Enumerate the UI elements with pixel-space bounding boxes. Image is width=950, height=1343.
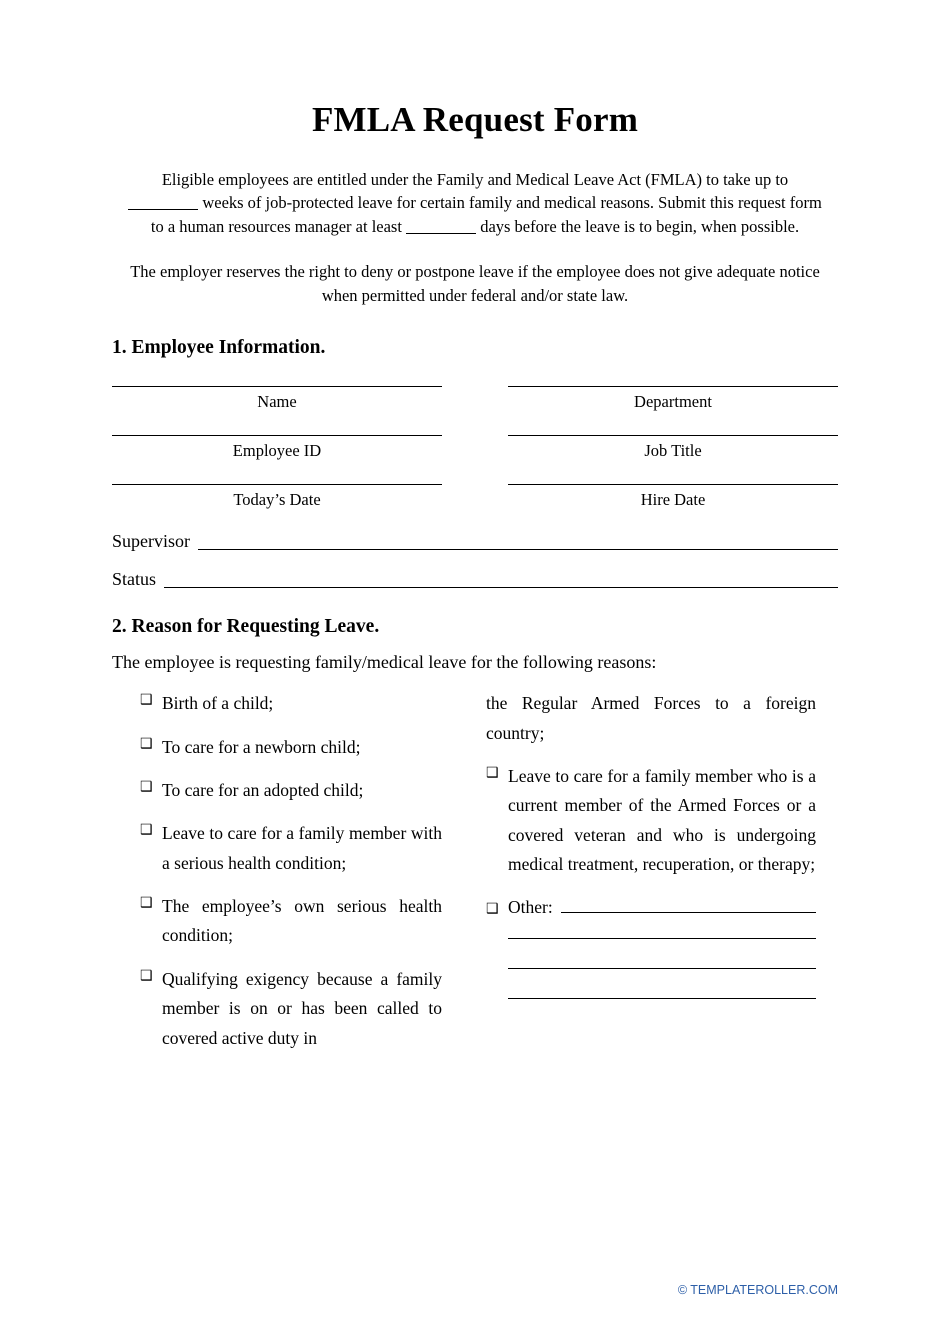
checkbox-icon[interactable]: ❑ xyxy=(140,779,153,795)
intro-text-c: days before the leave is to begin, when possible. xyxy=(480,216,800,236)
field-line[interactable] xyxy=(164,572,838,588)
footer-watermark[interactable] xyxy=(678,1283,838,1297)
other-input-line[interactable] xyxy=(508,967,816,969)
field-caption: Job Title xyxy=(644,441,702,461)
checkbox-item[interactable] xyxy=(140,689,442,718)
checkbox-item[interactable] xyxy=(140,892,442,951)
field-todays-date[interactable] xyxy=(112,483,442,510)
checkbox-label: Leave to care for a family member with a serious health condition; xyxy=(162,823,442,873)
checkbox-icon[interactable]: ❑ xyxy=(140,693,153,709)
field-row xyxy=(112,385,838,412)
field-label: Supervisor xyxy=(112,531,190,552)
checkbox-item[interactable] xyxy=(140,965,442,1053)
checkbox-label: To care for a newborn child; xyxy=(162,736,361,757)
reason-column-left xyxy=(112,689,442,1067)
days-blank[interactable] xyxy=(406,219,476,234)
field-row xyxy=(112,483,838,510)
checkbox-icon[interactable]: ❑ xyxy=(140,896,153,912)
other-input-line[interactable] xyxy=(508,997,816,999)
reason-columns xyxy=(112,689,838,1067)
checkbox-label: Birth of a child; xyxy=(162,693,274,714)
checkbox-label: The employee’s own serious health condition; xyxy=(162,896,442,946)
continuation-text: the Regular Armed Forces to a foreign country; xyxy=(486,693,816,743)
checkbox-item[interactable] xyxy=(140,819,442,878)
checkbox-icon[interactable]: ❑ xyxy=(140,736,153,752)
field-supervisor[interactable] xyxy=(112,532,838,550)
intro-paragraph-1 xyxy=(125,168,825,238)
field-caption: Name xyxy=(257,392,297,412)
checkbox-icon[interactable]: ❑ xyxy=(140,823,153,839)
checkbox-label: Leave to care for a family member who is a current member of the Armed Forces or a covered veteran and who is undergoing medical treatment, recuperation, or therapy; xyxy=(508,765,816,875)
section-heading-employee-information: 1. Employee Information. xyxy=(112,337,326,359)
footer-site-label[interactable]: TEMPLATEROLLER.COM xyxy=(690,1283,838,1297)
field-hire-date[interactable] xyxy=(508,483,838,510)
other-input-line[interactable] xyxy=(561,898,816,913)
field-caption: Department xyxy=(634,392,712,412)
field-status[interactable] xyxy=(112,570,838,588)
checkbox-icon[interactable]: ❑ xyxy=(486,902,499,918)
field-label: Status xyxy=(112,569,157,590)
weeks-blank[interactable] xyxy=(128,195,198,210)
field-name[interactable] xyxy=(112,385,442,412)
checkbox-label: Qualifying exigency because a family member is on or has been called to covered active duty in xyxy=(162,968,442,1048)
field-job-title[interactable] xyxy=(508,434,838,461)
section-heading-reason-for-leave: 2. Reason for Requesting Leave. xyxy=(112,616,380,638)
field-caption: Today’s Date xyxy=(233,490,321,510)
checkbox-item[interactable] xyxy=(140,733,442,762)
field-line[interactable] xyxy=(198,534,838,550)
checkbox-label: To care for an adopted child; xyxy=(162,779,364,800)
checkbox-item-other[interactable] xyxy=(486,893,816,922)
checkbox-label: Other: xyxy=(508,897,553,918)
employee-information-fields xyxy=(112,385,838,588)
field-department[interactable] xyxy=(508,385,838,412)
checkbox-item[interactable] xyxy=(140,776,442,805)
other-extra-lines xyxy=(486,937,816,999)
field-employee-id[interactable] xyxy=(112,434,442,461)
intro-text-a: Eligible employees are entitled under the Family and Medical Leave Act (FMLA) to take up to xyxy=(161,170,789,189)
intro-paragraph-2: The employer reserves the right to deny or postpone leave if the employee does not give adequate notice when permitted under federal and/or state law. xyxy=(130,262,820,305)
checkbox-icon[interactable]: ❑ xyxy=(140,968,153,984)
field-row xyxy=(112,434,838,461)
reason-lead-text: The employee is requesting family/medical leave for the following reasons: xyxy=(112,652,657,673)
field-caption: Employee ID xyxy=(232,441,322,461)
checkbox-icon[interactable]: ❑ xyxy=(486,765,499,781)
checkbox-item[interactable] xyxy=(486,762,816,880)
copyright-icon: © xyxy=(677,1283,688,1297)
field-caption: Hire Date xyxy=(640,490,706,510)
other-input-line[interactable] xyxy=(508,937,816,939)
reason-column-right xyxy=(486,689,816,1067)
page-title: FMLA Request Form xyxy=(311,100,639,139)
intro-text-b: weeks of job-protected leave for certain family and medical reasons. Submit this request form to a human resources manager at least xyxy=(150,193,822,236)
